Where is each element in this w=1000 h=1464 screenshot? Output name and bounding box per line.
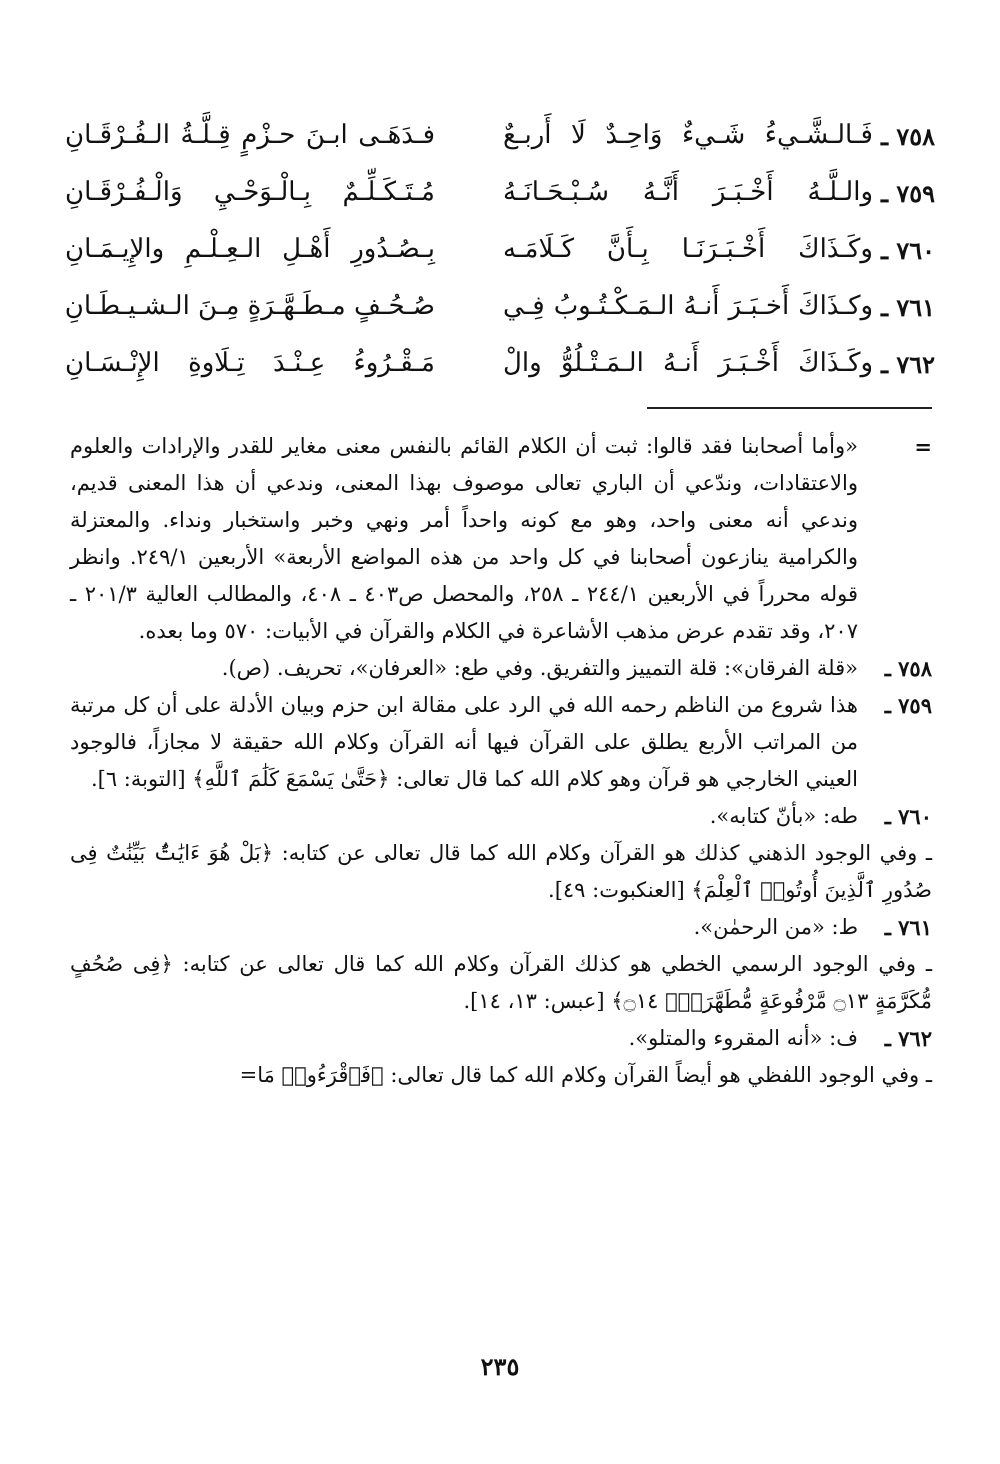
footnote-758 — [70, 650, 932, 687]
verse-first-hemistich: وكَـذَاكَ أَخْـبَـرَ أَنـهُ الـمَـتْـلُوُّ والْ — [503, 348, 873, 378]
footnote-762 — [70, 1020, 932, 1057]
verse-number: ٧٦١ ـ — [880, 293, 935, 322]
verse-number: ٧٥٩ ـ — [880, 179, 935, 208]
footnote-number: ٧٥٩ ـ — [884, 693, 932, 718]
footnote-number: ٧٦٢ ـ — [884, 1026, 932, 1051]
continuation-marker: = — [914, 434, 932, 459]
verse-762 — [65, 346, 935, 403]
verse-759 — [65, 175, 935, 232]
footnote-number: ٧٦٠ ـ — [884, 804, 932, 829]
verse-second-hemistich: مُـتَـكَـلِّـمٌ بِـالْـوَحْـيِ وَالْـفُـرْقَـانِ — [65, 177, 435, 207]
footnote-continued — [70, 428, 932, 650]
verse-second-hemistich: مَـقْـرُوءُ عِـنْـدَ تِـلَاوةِ الإِنْـسَـانِ — [65, 348, 435, 378]
footnote-760-paragraph: ـ وفي الوجود الذهني كذلك هو القرآن وكلام الله كما قال تعالى عن كتابه: ﴿بَلْ هُوَ ءَايَٰتٌۢ بَيِّنَٰتٌ فِى صُدُورِ ٱلَّذِينَ أُوتُوا۟ ٱلْعِلْمَ﴾ [العنكبوت: ٤٩]. — [70, 841, 932, 902]
footnote-text: «وأما أصحابنا فقد قالوا: ثبت أن الكلام القائم بالنفس معنى مغاير للقدر والإرادات والعلوم والاعتقادات، وندّعي أن الباري تعالى موصوف بهذا المعنى، وندعي أن هذا المعنى قديم، وندعي أنه معنى واحد، وهو مع كونه واحداً أمر ونهي وخبر واستخبار ونداء. والمعتزلة والكرامية ينازعون أصحابنا في كل واحد من هذه المواضع الأربعة» الأربعين ٢٤٩/١. وانظر قوله محرراً في الأربعين ٢٤٤/١ ـ ٢٥٨، والمحصل ص٤٠٣ ـ ٤٠٨، والمطالب العالية ٢٠١/٣ ـ ٢٠٧، وقد تقدم عرض مذهب الأشاعرة في الكلام والقرآن في الأبيات: ٥٧٠ وما بعده. — [70, 434, 859, 643]
verse-758 — [65, 118, 935, 175]
verse-second-hemistich: فـدَهَـى ابـنَ حـزْمٍ قِـلَّـةُ الـفُـرْقَـانِ — [65, 120, 435, 150]
footnote-759 — [70, 687, 932, 798]
footnote-761 — [70, 909, 932, 946]
footnote-761-paragraph: ـ وفي الوجود الرسمي الخطي هو كذلك القرآن وكلام الله كما قال تعالى عن كتابه: ﴿فِى صُحُفٍ مُّكَرَّمَةٍ ۝١٣ مَّرْفُوعَةٍ مُّطَهَّرَةٍۭ ۝١٤﴾ [عبس: ١٣، ١٤]. — [70, 952, 932, 1013]
footnote-number: ٧٦١ ـ — [884, 915, 932, 940]
footnote-760 — [70, 798, 932, 835]
footnote-762-paragraph: ـ وفي الوجود اللفظي هو أيضاً القرآن وكلام الله كما قال تعالى: ﴿فَٱقْرَءُوا۟ مَا= — [239, 1063, 932, 1087]
verse-number: ٧٥٨ ـ — [880, 122, 935, 151]
verse-number: ٧٦٠ ـ — [880, 236, 935, 265]
verse-first-hemistich: والـلَّـهُ أَخْـبَـرَ أَنَّـهُ سُـبْـحَـانَـهُ — [503, 177, 873, 207]
verse-number: ٧٦٢ ـ — [880, 350, 935, 379]
verse-first-hemistich: وكَـذَاكَ أَخْـبَـرَنَـا بِـأَنَّ كَـلَامَـه — [503, 234, 873, 264]
verse-first-hemistich: وكـذَاكَ أَخـبَـرَ أَنـهُ الـمَـكْـتُـوبُ فِـي — [503, 291, 873, 321]
footnote-text: ف: «أنه المقروء والمتلو». — [628, 1026, 858, 1050]
verse-second-hemistich: بِـصُـدُورِ أَهْـلِ الـعِـلْـمِ والإِيـمَـانِ — [65, 234, 435, 264]
verses-block — [65, 118, 935, 403]
footnote-text: ط: «من الرحمٰن». — [693, 915, 858, 939]
verse-761 — [65, 289, 935, 346]
footnote-number: ٧٥٨ ـ — [884, 656, 932, 681]
verse-second-hemistich: صُـحُـفٍ مـطَـهَّـرَةٍ مِـنَ الـشـيـطَـانِ — [64, 291, 435, 321]
footnote-text: «قلة الفرقان»: قلة التمييز والتفريق. وفي طع: «العرفان»، تحريف. (ص). — [221, 656, 858, 680]
verse-760 — [65, 232, 935, 289]
page-number: ٢٣٥ — [480, 1352, 520, 1381]
footnote-separator — [647, 407, 932, 409]
verse-first-hemistich: فَـالـشَّـيءُ شَـيءٌ وَاحِـدٌ لَا أَربـعٌ — [503, 120, 873, 150]
footnote-text: طه: «بأنّ كتابه». — [709, 804, 858, 828]
footnotes — [70, 428, 932, 1094]
footnote-text: هذا شروع من الناظم رحمه الله في الرد على مقالة ابن حزم وبيان الأدلة على أن كل مرتبة من المراتب الأربع يطلق على القرآن فيها أنه القرآن وكلام الله حقيقة لا مجازاً، فالوجود العيني الخارجي هو قرآن وهو كلام الله كما قال تعالى: ﴿حَتَّىٰ يَسْمَعَ كَلَٰمَ ٱللَّهِ﴾ [التوبة: ٦]. — [70, 693, 858, 791]
